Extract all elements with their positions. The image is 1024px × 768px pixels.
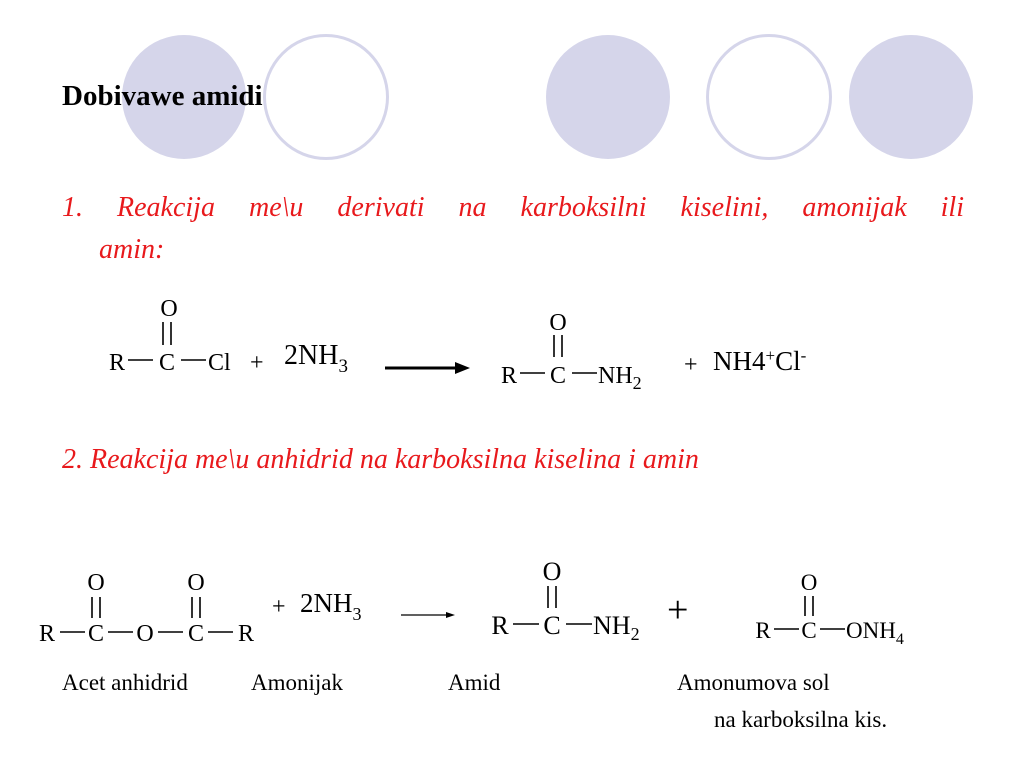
r2-salt-oxygen: O [800, 570, 818, 595]
r2-ammonia: $2NH_3$ [300, 588, 362, 624]
label-ammonia: Amonijak [251, 670, 343, 695]
r2-anhydride-oxygen-2: O [187, 570, 205, 596]
r2-salt-carbon: C [801, 618, 817, 643]
r2-amide-carbon: C [543, 611, 561, 640]
r2-salt-onh4-group: $ONH_4$ [846, 618, 904, 648]
r1-ammonium-chloride: NH4+Cl- [713, 346, 807, 376]
label-anhydride: Acet anhidrid [62, 670, 188, 695]
r1-amide-amine-group: $NH_2$ [598, 363, 642, 393]
r2-amide-oxygen: O [542, 557, 562, 586]
r1-amide-r-group: R [500, 363, 518, 389]
r1-chloride-chlorine: Cl [208, 350, 231, 376]
reaction2-heading: 2. Reakcija me\u anhidrid na karboksilna kiselina i amin [62, 444, 699, 475]
r2-amide-r-group: R [491, 611, 509, 640]
r2-anhydride-carbon-1: C [87, 621, 105, 647]
label-salt-line2: na karboksilna kis. [714, 707, 888, 732]
r1-amide-oxygen: O [549, 310, 567, 336]
r1-plus-1: + [250, 350, 264, 376]
reaction2-arrow [401, 612, 455, 618]
label-salt-line1: Amonumova sol [677, 670, 830, 695]
r1-chloride-r-group: R [108, 350, 126, 376]
r2-plus-1: + [272, 594, 286, 620]
r2-plus-2: + [667, 589, 689, 631]
r1-chloride-carbon: C [158, 350, 176, 376]
reaction1-heading-line2: amin: [99, 234, 165, 265]
r2-anhydride-carbon-2: C [187, 621, 205, 647]
r1-plus-2: + [684, 352, 698, 378]
r2-anhydride-oxygen-1: O [87, 570, 105, 596]
slide-title: Dobivawe amidi [62, 80, 263, 112]
r1-chloride-oxygen: O [160, 296, 178, 322]
r1-amide-carbon: C [549, 363, 567, 389]
r2-anhydride-r-left: R [38, 621, 56, 647]
r2-amide-amine-group: $NH_2$ [593, 611, 640, 644]
r2-anhydride-r-right: R [237, 621, 255, 647]
r1-ammonia: $2NH_3$ [284, 340, 348, 377]
r2-anhydride-bridge-oxygen: O [136, 621, 154, 647]
reaction1-heading-line1: 1. Reakcija me\u derivati na karboksilni kiselini, amonijak ili [62, 192, 964, 223]
r2-salt-r-group: R [755, 618, 771, 643]
label-amide: Amid [448, 670, 501, 695]
reaction1-arrow [385, 362, 470, 374]
